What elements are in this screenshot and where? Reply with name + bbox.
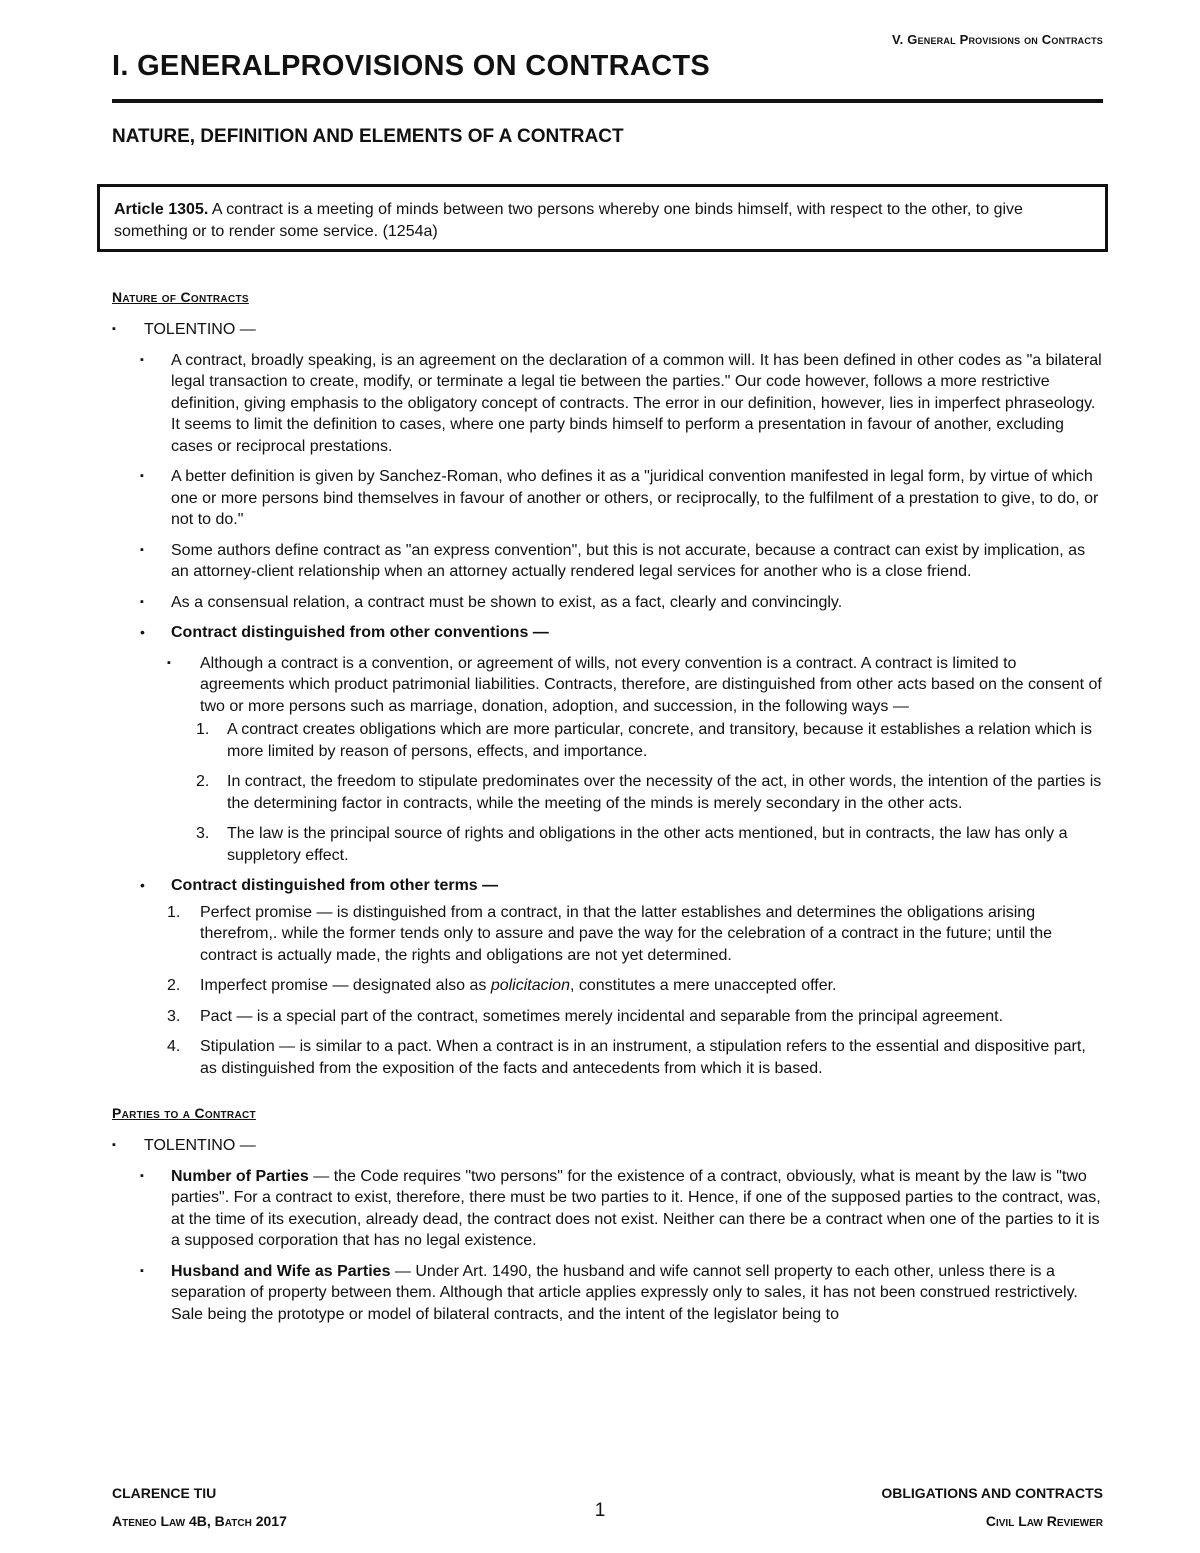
parties-point-text <box>171 1263 1078 1323</box>
conventions-item <box>112 823 1104 866</box>
source-label: TOLENTINO — <box>144 321 256 338</box>
terms-item-text: Stipulation — is similar to a pact. When a contract is in an instrument, a stipulation refers to the essential and dispositive part, as distinguished from the exposition of the facts and antecedents from which it is based. <box>200 1038 1086 1077</box>
parties-point-body: — the Code requires "two persons" for the existence of a contract, obviously, what is meant by the law is "two parties". For a contract to exist, therefore, there must be two parties to it. Hence, if one of the supposed parties to the contract, was, at the time of its execution, already dead, the contract does not exist. Neither can there be a contract when one of the parties to it is a supposed corporation that has no legal existence. <box>171 1167 1101 1249</box>
terms-item-text-start: Imperfect promise — designated also as <box>200 977 491 994</box>
nature-point-text: A contract, broadly speaking, is an agreement on the declaration of a common will. It has been defined in other codes as "a bilateral legal transaction to create, modify, or terminate a legal tie between the parties." Our code however, follows a more restrictive definition, giving emphasis to the obligatory concept of contracts. The error in our definition, however, lies in imperfect phraseology. It seems to limit the definition to cases, where one party binds himself to perform a presentation in favour of another, excluding cases or reciprocal prestations. <box>171 351 1102 455</box>
bullet-marker: ▪ <box>112 1139 116 1151</box>
parties-heading: Parties to a Contract <box>112 1105 256 1121</box>
bullet-marker: ▪ <box>140 543 144 556</box>
nature-point-text: As a consensual relation, a contract must be shown to exist, as a fact, clearly and convincingly. <box>171 593 843 611</box>
parties-point <box>112 1261 1104 1326</box>
running-head: V. General Provisions on Contracts <box>891 32 1103 47</box>
conventions-item-text: The law is the principal source of rights and obligations in the other acts mentioned, but in contracts, the law has only a suppletory effect. <box>227 825 1068 864</box>
footer-reviewer: Civil Law Reviewer <box>985 1513 1103 1529</box>
footer-subject: OBLIGATIONS AND CONTRACTS <box>881 1485 1103 1501</box>
page-number: 1 <box>594 1500 606 1521</box>
footer-school: Ateneo Law 4B, Batch 2017 <box>112 1513 287 1529</box>
terms-item-text-end: , constitutes a mere unaccepted offer. <box>569 977 837 994</box>
conventions-item <box>112 719 1104 762</box>
item-number: 1. <box>167 903 181 921</box>
bullet-marker: • <box>140 877 145 893</box>
article-text: A contract is a meeting of minds between two persons whereby one binds himself, with respect to the other, to give something or to render some service. (1254a) <box>114 201 1023 240</box>
conventions-item-text: A contract creates obligations which are more particular, concrete, and transitory, because it establishes a relation which is more limited by reason of persons, effects, and importance. <box>227 721 1093 760</box>
source-label: TOLENTINO — <box>144 1137 256 1154</box>
terms-item-italic: policitacion <box>490 977 570 994</box>
footer-author: CLARENCE TIU <box>112 1485 217 1501</box>
terms-heading: Contract distinguished from other terms — <box>171 877 499 894</box>
nature-source <box>112 319 1104 341</box>
parties-point-label: Number of Parties <box>171 1167 309 1185</box>
parties-point-text <box>171 1168 1101 1250</box>
conventions-heading: Contract distinguished from other conventions — <box>171 624 549 641</box>
chapter-title: I. GENERALPROVISIONS ON CONTRACTS <box>112 50 710 82</box>
conventions-item <box>112 771 1104 814</box>
terms-item <box>112 1036 1104 1079</box>
bullet-marker: ▪ <box>140 595 144 608</box>
nature-point <box>112 350 1104 458</box>
item-number: 1. <box>196 721 210 738</box>
item-number: 2. <box>196 773 210 790</box>
footer-left <box>112 1479 287 1535</box>
bullet-marker: ▪ <box>140 353 144 366</box>
nature-point <box>112 592 1104 614</box>
item-number: 3. <box>167 1007 181 1025</box>
conventions-item-text: In contract, the freedom to stipulate predominates over the necessity of the act, in other words, the intention of the parties is the determining factor in contracts, while the meeting of the minds is merely secondary in the other acts. <box>227 773 1102 812</box>
bullet-marker: ▪ <box>140 1169 144 1182</box>
nature-point-text: A better definition is given by Sanchez-Roman, who defines it as a "juridical convention manifested in legal form, by virtue of which one or more persons bind themselves in favour of another or others, or reciprocally, to the fulfilment of a prestation to give, to do, or not to do." <box>171 468 1099 528</box>
footer-right <box>881 1479 1103 1535</box>
terms-item <box>112 975 1104 997</box>
terms-item-text: Pact — is a special part of the contract, sometimes merely incidental and separable from the principal agreement. <box>200 1007 1004 1025</box>
nature-heading: Nature of Contracts <box>112 289 249 305</box>
parties-point <box>112 1166 1104 1252</box>
terms-item <box>112 1006 1104 1028</box>
bullet-marker: ▪ <box>112 323 116 335</box>
parties-source <box>112 1135 1104 1157</box>
section-title: NATURE, DEFINITION AND ELEMENTS OF A CONTRACT <box>112 126 624 147</box>
nature-point-text: Some authors define contract as "an express convention", but this is not accurate, because a contract can exist by implication, as an attorney-client relationship when an attorney actually rendered legal services for another who is a close friend. <box>171 541 1086 580</box>
nature-point <box>112 466 1104 531</box>
nature-point <box>112 540 1104 583</box>
item-number: 3. <box>196 825 210 842</box>
conventions-intro: Although a contract is a convention, or agreement of wills, not every convention is a contract. A contract is limited to agreements which product patrimonial liabilities. Contracts, therefore, are distinguished from other acts based on the consent of two or more persons such as marriage, donation, adoption, and succession, in the following ways — <box>200 654 1102 715</box>
bullet-marker: ▪ <box>140 1264 144 1277</box>
item-number: 2. <box>167 977 181 994</box>
conventions-intro-row <box>112 653 1104 718</box>
conventions-heading-row <box>112 622 1104 644</box>
parties-point-label: Husband and Wife as Parties <box>171 1262 391 1280</box>
item-number: 4. <box>167 1038 181 1055</box>
terms-item-text: Perfect promise — is distinguished from a contract, in that the latter establishes and determines the obligations arising therefrom,. while the former tends only to assure and pave the way for the celebration of a contract in the future; until the contract is actually made, the rights and obligations are not yet determined. <box>200 903 1053 964</box>
terms-item-text <box>200 977 837 994</box>
bullet-marker: ▪ <box>167 656 171 669</box>
article-label: Article 1305. <box>114 201 209 218</box>
terms-heading-row <box>112 875 1104 897</box>
content-flow <box>112 287 1104 1325</box>
bullet-marker: • <box>140 624 145 640</box>
chapter-divider <box>112 99 1103 103</box>
terms-item <box>112 902 1104 967</box>
article-1305-box <box>97 184 1108 252</box>
parties-point-body: — Under Art. 1490, the husband and wife cannot sell property to each other, unless there is a separation of property between them. Although that article applies expressly only to sales, it has not been construed restrictively. Sale being the prototype or model of bilateral contracts, and the intent of the legislator being to <box>171 1262 1078 1323</box>
bullet-marker: ▪ <box>140 470 144 482</box>
